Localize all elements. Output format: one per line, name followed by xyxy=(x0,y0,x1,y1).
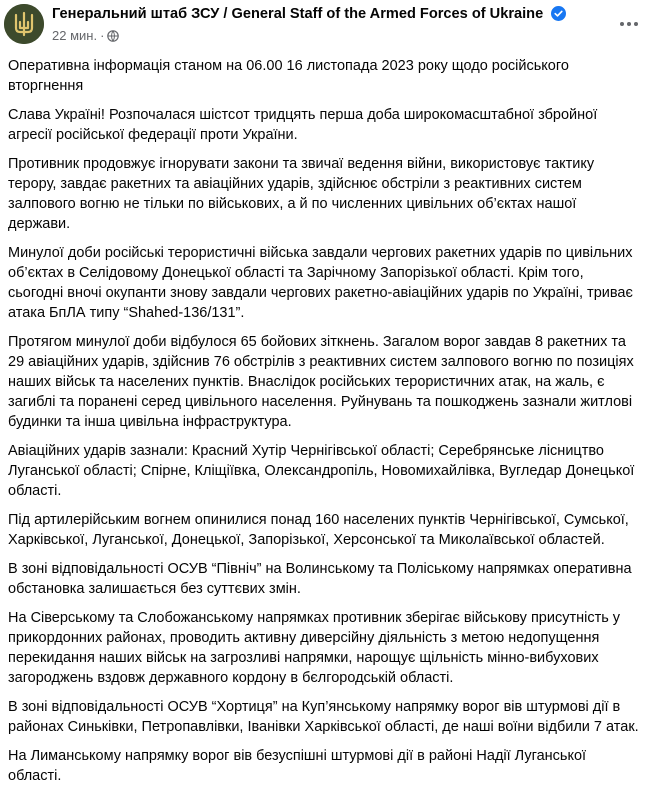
globe-icon xyxy=(107,30,119,45)
post-paragraph: На Сіверському та Слобожанському напрямках противник зберігає військову присутність у прикордонних районах, проводить активну диверсійну діяльність з метою недопущення перекидання наших військ на загрозливі напрямки, нарощує щільність мінно-вибухових загороджень вздовж державного кордону в бєлгородській області. xyxy=(8,610,621,686)
post-paragraph: Авіаційних ударів зазнали: Красний Хутір Чернігівської області; Серебрянське лісництво Луганської області; Спірне, Кліщіївка, Олександропіль, Новомихайлівка, Вугледар Донецької області. xyxy=(8,443,635,499)
more-horizontal-icon xyxy=(617,12,641,36)
post-paragraph: Противник продовжує ігнорувати закони та звичаї ведення війни, використовує тактику терору, завдає ракетних та авіаційних ударів, здійснює обстріли з реактивних систем залпового вогню не тільки по військових, а й по численних цивільних об’єктах нашої держави. xyxy=(8,156,595,232)
post-timestamp[interactable]: 22 мин. xyxy=(52,28,98,43)
post-paragraph: Оперативна інформація станом на 06.00 16 листопада 2023 року щодо російського вторгнення xyxy=(8,58,569,94)
verified-badge-icon xyxy=(551,6,566,25)
meta-separator: · xyxy=(100,28,105,43)
page-name[interactable] xyxy=(52,6,566,25)
page-avatar[interactable] xyxy=(4,4,44,44)
post-meta xyxy=(52,28,119,45)
post-paragraph: На Лиманському напрямку ворог вів безуспішні штурмові дії в районі Надії Луганської області. xyxy=(8,748,587,784)
post-paragraph: В зоні відповідальності ОСУВ “Північ” на Волинському та Поліському напрямках оперативна обстановка залишається без суттєвих змін. xyxy=(8,561,632,597)
post-paragraph: Протягом минулої доби відбулося 65 бойових зіткнень. Загалом ворог завдав 8 ракетних та 29 авіаційних ударів, здійснив 76 обстрілів з реактивних систем залпового вогню по позиціях наших військ та населених пунктів. Внаслідок російських терористичних атак, на жаль, є загиблі та поранені серед цивільного населення. Руйнувань та пошкоджень зазнали житлові будинки та інша цивільна інфраструктура. xyxy=(8,334,634,430)
post-paragraph: В зоні відповідальності ОСУВ “Хортиця” на Куп’янському напрямку ворог вів штурмові дії в районах Синьківки, Петропавлівки, Іванівки Харківської області, де наші воїни відбили 7 атак. xyxy=(8,699,639,735)
post-body xyxy=(8,56,640,795)
tryzub-logo-icon xyxy=(4,4,44,44)
page-name-text[interactable]: Генеральний штаб ЗСУ / General Staff of the Armed Forces of Ukraine xyxy=(52,6,544,22)
post-header xyxy=(0,0,653,52)
post-paragraph: Минулої доби російські терористичні війська завдали чергових ракетних ударів по цивільних об’єктах в Селідовому Донецької області та Зарічному Запорізької області. Крім того, сьогодні вночі окупанти знову завдали чергових ракетно-авіаційних ударів по Україні, триває атака БпЛА типу “Shahed-136/131”. xyxy=(8,245,633,321)
post-paragraph: Під артилерійським вогнем опинилися понад 160 населених пунктів Чернігівської, Сумської, Харківської, Луганської, Донецької, Запорізької, Херсонської та Миколаївської областей. xyxy=(8,512,629,548)
more-options-button[interactable] xyxy=(617,12,641,36)
post-paragraph: Слава Україні! Розпочалася шістсот тридцять перша доба широкомасштабної збройної агресії російської федерації проти України. xyxy=(8,107,598,143)
